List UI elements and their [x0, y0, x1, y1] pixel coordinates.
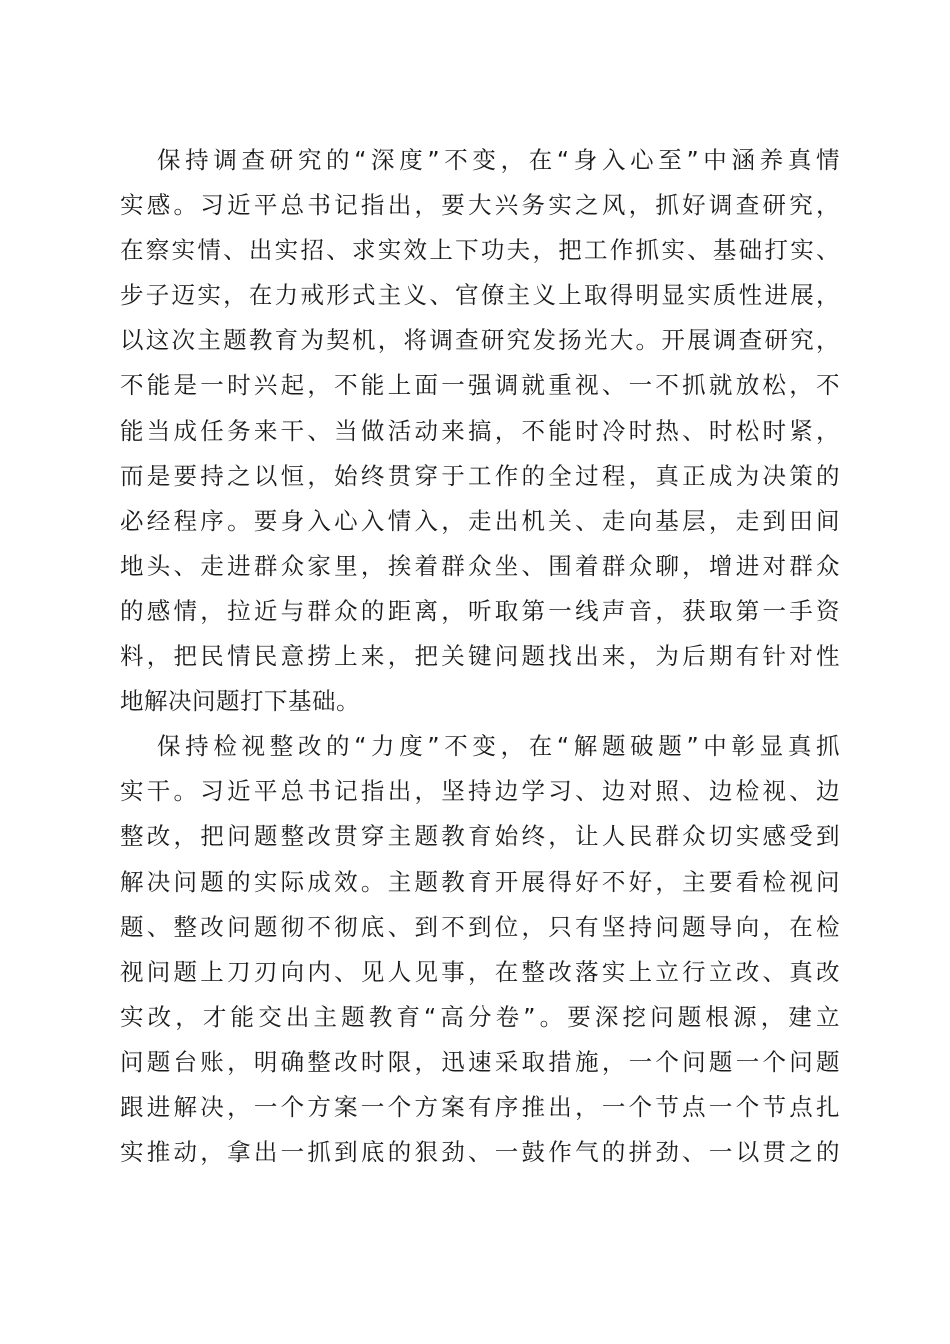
text-line: 在察实情、出实招、求实效上下功夫，把工作抓实、基础打实、 [120, 236, 840, 265]
text-line: 实推动，拿出一抓到底的狠劲、一鼓作气的拼劲、一以贯之的 [120, 1138, 840, 1167]
text-line: 步子迈实，在力戒形式主义、官僚主义上取得明显实质性进展， [120, 281, 840, 310]
text-line: 不能是一时兴起，不能上面一强调就重视、一不抓就放松，不 [120, 371, 840, 400]
text-line: 问题台账，明确整改时限，迅速采取措施，一个问题一个问题 [120, 1047, 840, 1076]
text-line: 视问题上刀刃向内、见人见事，在整改落实上立行立改、真改 [120, 957, 840, 986]
text-line: 题、整改问题彻不彻底、到不到位，只有坚持问题导向，在检 [120, 912, 840, 941]
text-line: 的感情，拉近与群众的距离，听取第一线声音，获取第一手资 [120, 596, 840, 625]
text-line: 保持调查研究的“深度”不变，在“身入心至”中涵养真情 [157, 146, 840, 174]
text-line: 料，把民情民意捞上来，把关键问题找出来，为后期有针对性 [120, 642, 840, 671]
text-line: 实感。习近平总书记指出，要大兴务实之风，抓好调查研究， [120, 191, 840, 220]
paragraph-inspection-rectification [120, 724, 840, 1175]
text-line: 保持检视整改的“力度”不变，在“解题破题”中彰显真抓 [157, 732, 840, 761]
body-text [120, 138, 840, 1175]
text-line: 整改，把问题整改贯穿主题教育始终，让人民群众切实感受到 [120, 822, 840, 851]
text-line: 地头、走进群众家里，挨着群众坐、围着群众聊，增进对群众 [120, 551, 840, 580]
text-line: 以这次主题教育为契机，将调查研究发扬光大。开展调查研究， [120, 326, 840, 355]
text-line: 地解决问题打下基础。 [120, 687, 360, 716]
text-line: 必经程序。要身入心入情入，走出机关、走向基层，走到田间 [120, 506, 840, 535]
text-line: 跟进解决，一个方案一个方案有序推出，一个节点一个节点扎 [120, 1092, 840, 1121]
paragraph-investigation-research [120, 138, 840, 724]
text-line: 解决问题的实际成效。主题教育开展得好不好，主要看检视问 [120, 867, 840, 896]
text-line: 能当成任务来干、当做活动来搞，不能时冷时热、时松时紧， [120, 416, 840, 445]
text-line: 实干。习近平总书记指出，坚持边学习、边对照、边检视、边 [120, 777, 840, 806]
text-line: 而是要持之以恒，始终贯穿于工作的全过程，真正成为决策的 [120, 461, 840, 490]
text-line: 实改，才能交出主题教育“高分卷”。要深挖问题根源，建立 [120, 1002, 840, 1031]
